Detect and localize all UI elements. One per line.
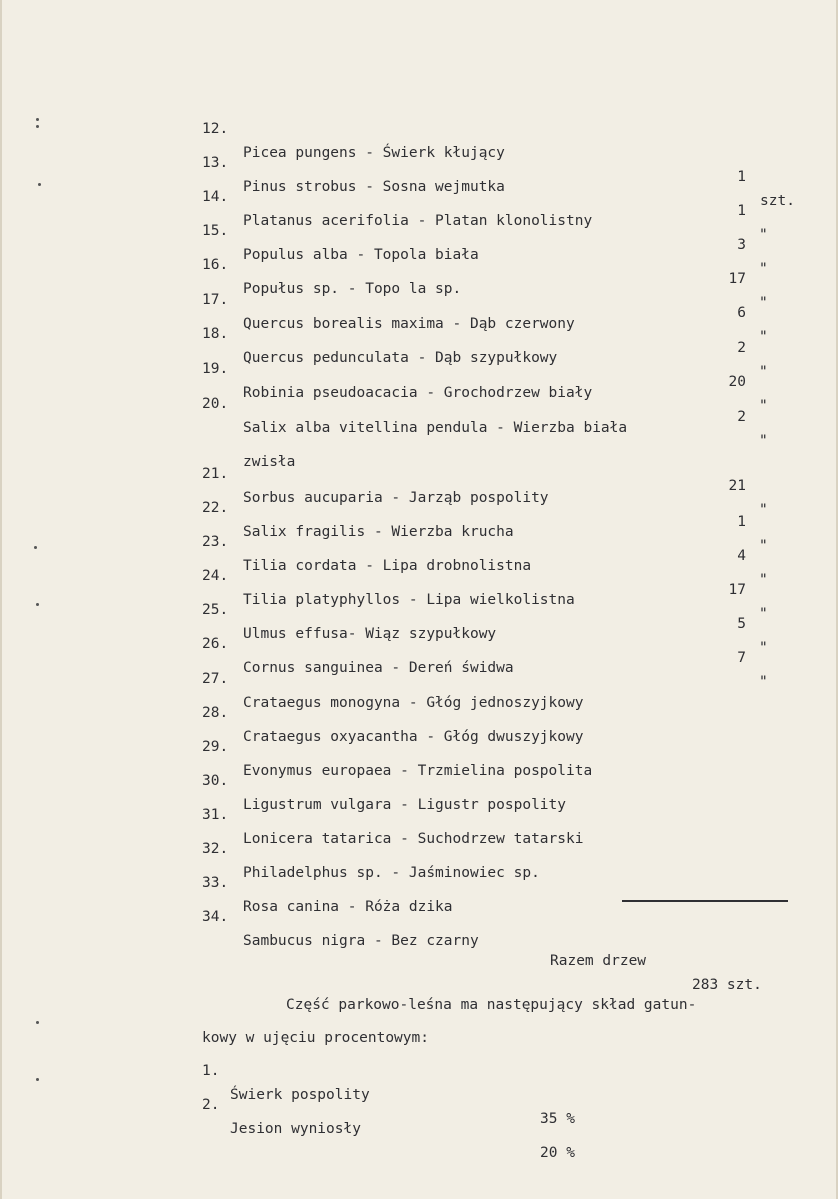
item-number: 15. — [202, 223, 229, 239]
item-number: 16. — [202, 257, 229, 273]
item-quantity: 7 — [737, 650, 746, 666]
item-quantity: 2 — [737, 409, 746, 425]
item-quantity: 21 — [728, 478, 746, 494]
item-text: Populus alba - Topola biała — [243, 247, 479, 263]
item-number: 28. — [202, 705, 229, 721]
item-unit: " — [759, 261, 768, 277]
item-text: Sorbus aucuparia - Jarząb pospolity — [243, 490, 549, 506]
item-quantity: 3 — [737, 237, 746, 253]
item-unit: " — [759, 433, 768, 449]
item-number: 23. — [202, 534, 229, 550]
item-number: 12. — [202, 121, 229, 137]
item-text: Pinus strobus - Sosna wejmutka — [243, 179, 505, 195]
item-text: Sambucus nigra - Bez czarny — [243, 933, 479, 949]
item-quantity: 20 — [728, 374, 746, 390]
percentage-species: Jesion wyniosły — [230, 1121, 361, 1137]
item-unit: " — [759, 606, 768, 622]
item-unit: " — [759, 538, 768, 554]
item-text: Robinia pseudoacacia - Grochodrzew biały — [243, 385, 593, 401]
item-number: 22. — [202, 500, 229, 516]
item-text: Tilia cordata - Lipa drobnolistna — [243, 558, 532, 574]
item-number: 25. — [202, 602, 229, 618]
item-unit: " — [759, 295, 768, 311]
item-number: 31. — [202, 807, 229, 823]
item-text: Tilia platyphyllos - Lipa wielkolistna — [243, 592, 575, 608]
percentage-value: 20 % — [540, 1145, 575, 1161]
item-text: Evonymus europaea - Trzmielina pospolita — [243, 763, 593, 779]
item-text: zwisła — [243, 454, 296, 470]
item-text: Popułus sp. - Topo la sp. — [243, 281, 462, 297]
item-text: Salix fragilis - Wierzba krucha — [243, 524, 514, 540]
item-number: 34. — [202, 909, 229, 925]
item-quantity: 17 — [728, 582, 746, 598]
paragraph-line — [2, 1002, 836, 1046]
percentage-number: 2. — [202, 1097, 220, 1113]
item-number: 14. — [202, 189, 229, 205]
total-rule — [622, 900, 788, 902]
item-unit: " — [759, 329, 768, 345]
item-text: Platanus acerifolia - Platan klonolistny — [243, 213, 593, 229]
item-number: 29. — [202, 739, 229, 755]
item-unit: " — [759, 227, 768, 243]
item-quantity: 17 — [728, 271, 746, 287]
total-value: 283 szt. — [692, 977, 762, 993]
item-number: 21. — [202, 466, 229, 482]
item-number: 19. — [202, 361, 229, 377]
item-text: Crataegus monogyna - Głóg jednoszyjkowy — [243, 695, 584, 711]
item-number: 32. — [202, 841, 229, 857]
item-text: Philadelphus sp. - Jaśminowiec sp. — [243, 865, 540, 881]
item-quantity: 1 — [737, 169, 746, 185]
item-number: 24. — [202, 568, 229, 584]
item-number: 33. — [202, 875, 229, 891]
percentage-number: 1. — [202, 1063, 220, 1079]
item-number: 13. — [202, 155, 229, 171]
item-unit: " — [759, 398, 768, 414]
item-unit: " — [759, 674, 768, 690]
item-number: 20. — [202, 396, 229, 412]
item-text: Ulmus effusa- Wiąz szypułkowy — [243, 626, 497, 642]
percentage-species: Świerk pospolity — [230, 1087, 370, 1103]
percentage-row — [2, 1035, 836, 1127]
item-text: Salix alba vitellina pendula - Wierzba biała — [243, 420, 628, 436]
item-number: 27. — [202, 671, 229, 687]
item-number: 26. — [202, 636, 229, 652]
item-unit: " — [759, 640, 768, 656]
item-number: 18. — [202, 326, 229, 342]
item-unit: szt. — [760, 193, 795, 209]
percentage-value: 35 % — [540, 1111, 575, 1127]
item-text: Quercus pedunculata - Dąb szypułkowy — [243, 350, 558, 366]
item-text: Cornus sanguinea - Dereń świdwa — [243, 660, 514, 676]
item-text: Crataegus oxyacantha - Głóg dwuszyjkowy — [243, 729, 584, 745]
item-quantity: 1 — [737, 514, 746, 530]
item-quantity: 5 — [737, 616, 746, 632]
total-label: Razem drzew — [550, 953, 647, 969]
item-text: Quercus borealis maxima - Dąb czerwony — [243, 316, 575, 332]
paragraph-text: kowy w ujęciu procentowym: — [202, 1030, 429, 1046]
item-text: Ligustrum vulgara - Ligustr pospolity — [243, 797, 567, 813]
item-text: Picea pungens - Świerk kłujący — [243, 145, 505, 161]
item-quantity: 6 — [737, 305, 746, 321]
paragraph-line — [2, 969, 836, 1013]
paragraph-text: Część parkowo-leśna ma następujący skład gatun- — [286, 997, 697, 1013]
item-unit: " — [759, 364, 768, 380]
item-quantity: 2 — [737, 340, 746, 356]
item-quantity: 4 — [737, 548, 746, 564]
item-quantity: 1 — [737, 203, 746, 219]
item-unit: " — [759, 572, 768, 588]
item-unit: " — [759, 502, 768, 518]
item-number: 30. — [202, 773, 229, 789]
item-number: 17. — [202, 292, 229, 308]
total-line — [2, 925, 836, 993]
item-text: Lonicera tatarica - Suchodrzew tatarski — [243, 831, 584, 847]
item-text: Rosa canina - Róża dzika — [243, 899, 453, 915]
